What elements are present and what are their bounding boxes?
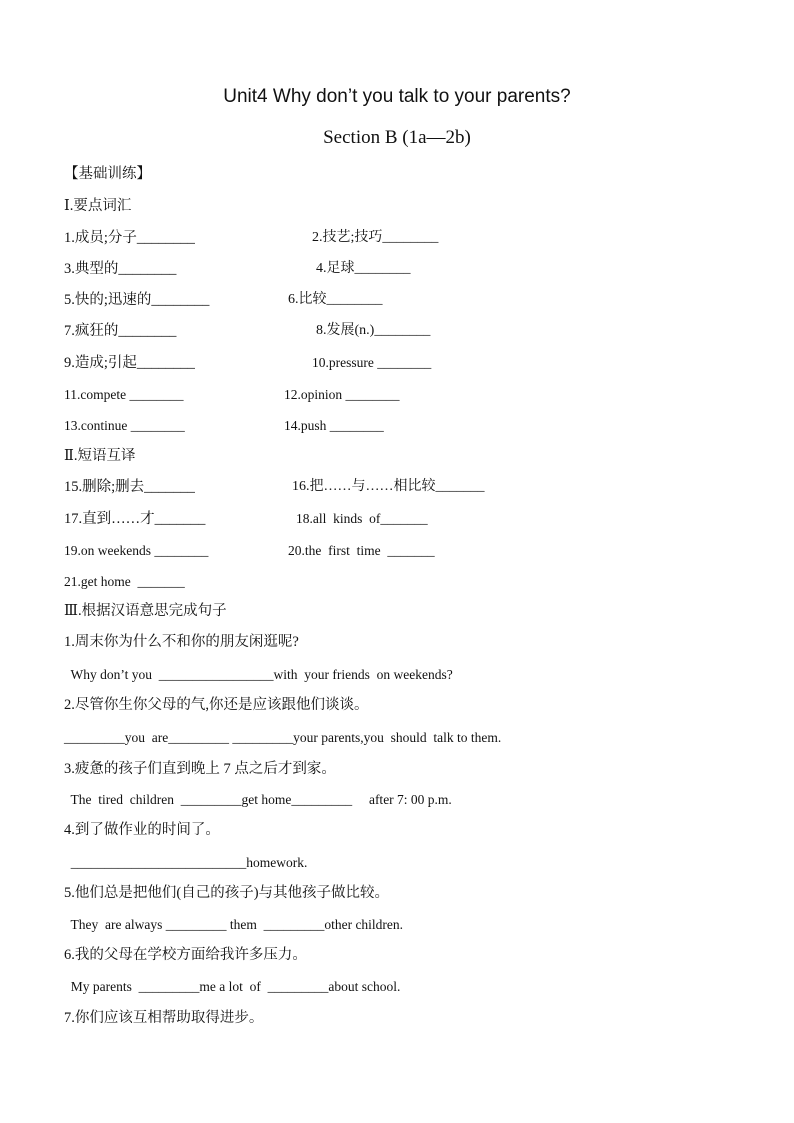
sentence-5-english: They are always _________ them _________other children.	[64, 917, 404, 932]
vocab-item-6: 6.比较________	[288, 292, 383, 307]
section-subtitle: Section B (1a—2b)	[323, 127, 471, 148]
phrase-item-17: 17.直到……才_______	[64, 511, 206, 527]
sentence-3-english: The tired children _________get home_________ after 7: 00 p.m.	[64, 792, 452, 807]
sentence-6-chinese: 6.我的父母在学校方面给我许多压力。	[64, 947, 307, 963]
vocab-item-10: 10.pressure ________	[312, 355, 432, 370]
vocab-item-2: 2.技艺;技巧________	[312, 230, 439, 245]
part2-heading: Ⅱ.短语互译	[64, 448, 136, 464]
sentence-2-english: _________you are_________ _________your parents,you should talk to them.	[64, 730, 502, 745]
sentence-2-chinese: 2.尽管你生你父母的气,你还是应该跟他们谈谈。	[64, 697, 369, 713]
phrase-item-20: 20.the first time _______	[288, 543, 435, 558]
vocab-item-14: 14.push ________	[284, 418, 384, 433]
sentence-7-chinese: 7.你们应该互相帮助取得进步。	[64, 1010, 264, 1026]
vocab-item-13: 13.continue ________	[64, 418, 185, 433]
vocab-item-11: 11.compete ________	[64, 387, 184, 402]
phrase-item-15: 15.删除;删去_______	[64, 479, 195, 495]
sentence-1-english: Why don’t you _________________with your friends on weekends?	[64, 667, 453, 682]
vocab-item-1: 1.成员;分子________	[64, 230, 195, 246]
sentence-3-chinese: 3.疲惫的孩子们直到晚上 7 点之后才到家。	[64, 761, 336, 777]
sentence-4-chinese: 4.到了做作业的时间了。	[64, 822, 220, 838]
phrase-item-19: 19.on weekends ________	[64, 543, 209, 558]
unit-title: Unit4 Why don’t you talk to your parents?	[223, 86, 571, 107]
vocab-item-12: 12.opinion ________	[284, 387, 400, 402]
part1-heading: Ⅰ.要点词汇	[64, 198, 132, 214]
vocab-item-8: 8.发展(n.)________	[316, 323, 431, 338]
vocab-item-4: 4.足球________	[316, 261, 411, 276]
part3-heading: Ⅲ.根据汉语意思完成句子	[64, 603, 227, 619]
sentence-1-chinese: 1.周末你为什么不和你的朋友闲逛呢?	[64, 634, 299, 650]
basic-training-header: 【基础训练】	[64, 166, 151, 182]
sentence-4-english: __________________________homework.	[64, 855, 308, 870]
vocab-item-7: 7.疯狂的________	[64, 323, 177, 339]
vocab-item-3: 3.典型的________	[64, 261, 177, 277]
vocab-item-5: 5.快的;迅速的________	[64, 292, 210, 308]
phrase-item-18: 18.all kinds of_______	[296, 511, 428, 526]
phrase-item-16: 16.把……与……相比较_______	[292, 479, 485, 494]
phrase-item-21: 21.get home _______	[64, 574, 185, 589]
vocab-item-9: 9.造成;引起________	[64, 355, 195, 371]
sentence-5-chinese: 5.他们总是把他们(自己的孩子)与其他孩子做比较。	[64, 885, 390, 901]
sentence-6-english: My parents _________me a lot of _________about school.	[64, 979, 401, 994]
